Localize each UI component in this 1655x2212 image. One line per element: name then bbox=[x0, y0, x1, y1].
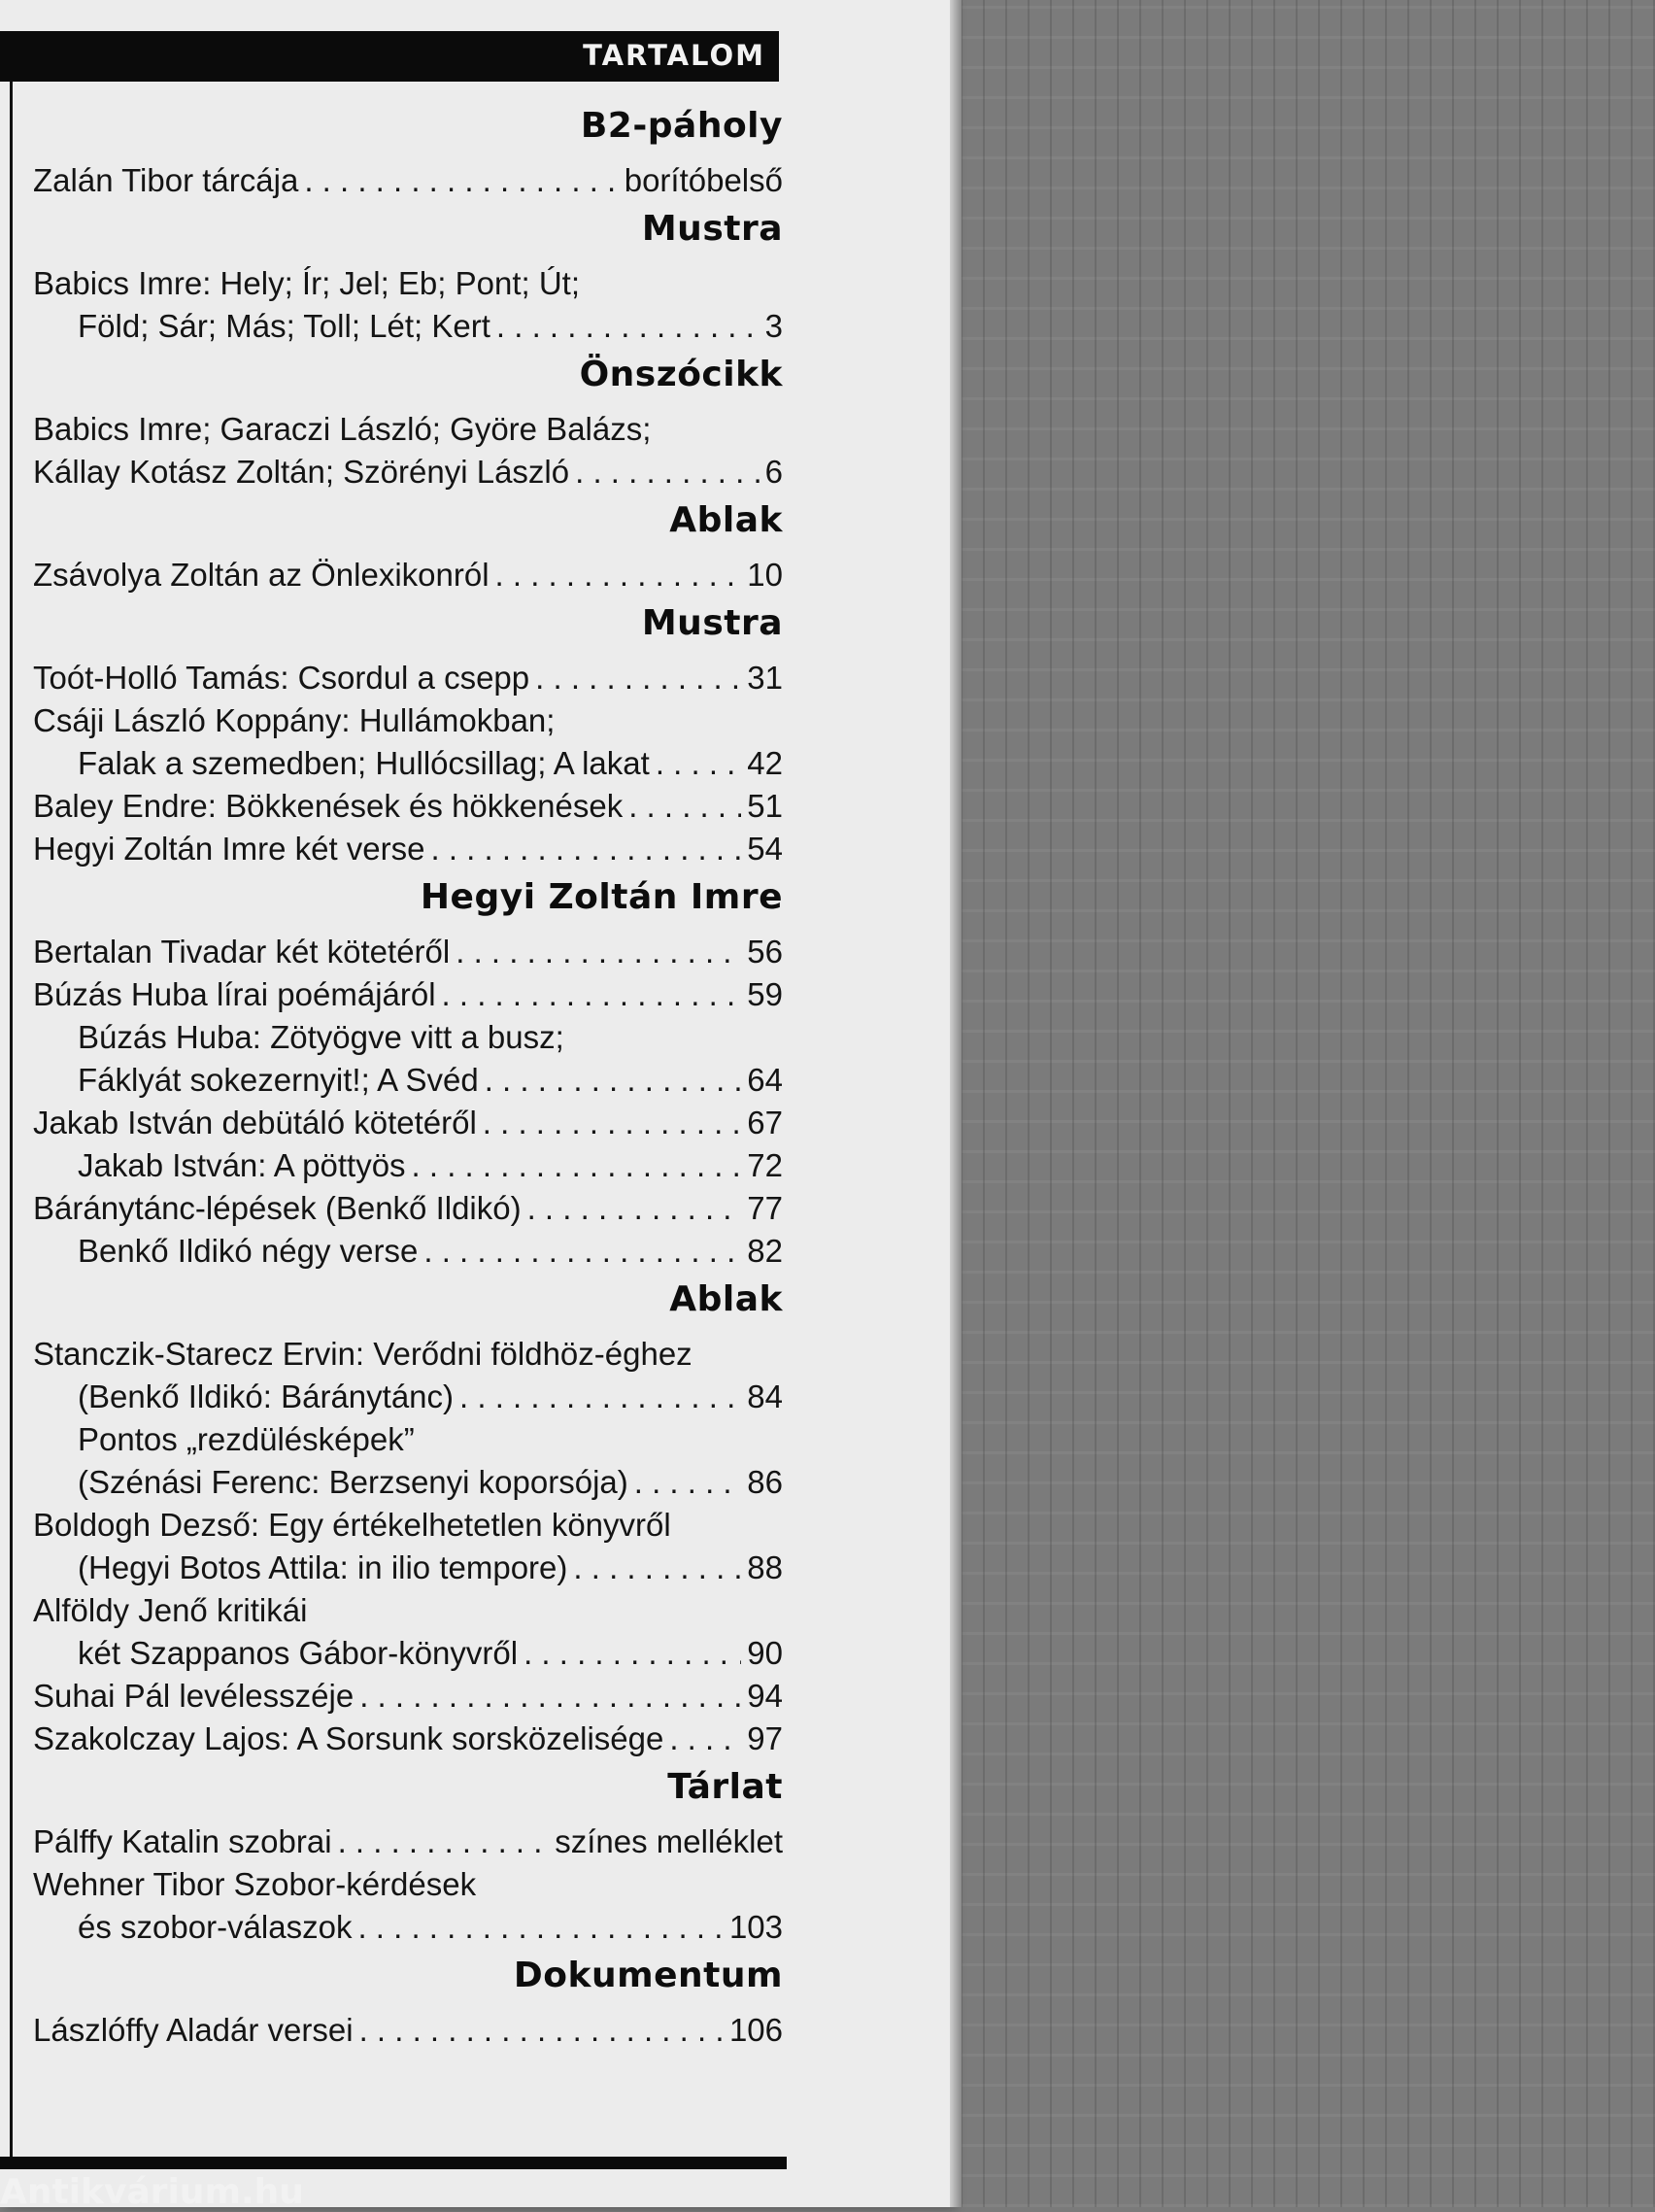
dot-leader bbox=[423, 1230, 741, 1273]
section-title: Tárlat bbox=[667, 1767, 783, 1807]
dot-leader bbox=[656, 742, 741, 785]
section-title: Mustra bbox=[641, 209, 783, 249]
page-number: 3 bbox=[764, 308, 783, 344]
dot-leader bbox=[359, 2009, 724, 2052]
page-number: 6 bbox=[764, 454, 783, 490]
dot-leader bbox=[634, 1461, 742, 1504]
toc-entry bbox=[33, 1059, 783, 1102]
section-title: Hegyi Zoltán Imre bbox=[420, 877, 783, 917]
toc-entry bbox=[33, 931, 783, 973]
toc-entry bbox=[33, 554, 783, 596]
toc-entry bbox=[33, 1632, 783, 1675]
toc-entry bbox=[33, 305, 783, 348]
page-number: 90 bbox=[747, 1635, 783, 1671]
entry-title: Zsávolya Zoltán az Önlexikonról bbox=[33, 557, 490, 593]
dot-leader bbox=[456, 931, 741, 973]
entry-title: (Benkő Ildikó: Báránytánc) bbox=[78, 1378, 455, 1414]
dot-leader bbox=[304, 159, 618, 202]
page-number: 82 bbox=[747, 1233, 783, 1269]
page-number: 77 bbox=[747, 1190, 783, 1226]
page-number: 64 bbox=[747, 1062, 783, 1098]
entry-title: (Szénási Ferenc: Berzsenyi koporsója) bbox=[78, 1464, 628, 1500]
toc-entry bbox=[33, 973, 783, 1016]
toc-entry bbox=[33, 1102, 783, 1144]
dot-leader bbox=[442, 973, 742, 1016]
section-title: Ablak bbox=[669, 1279, 783, 1319]
page-number: 54 bbox=[747, 831, 783, 867]
entry-title: Zalán Tibor tárcája bbox=[33, 162, 299, 198]
entry-title: Kállay Kotász Zoltán; Szörényi László bbox=[33, 454, 570, 490]
entry-title: Fáklyát sokezernyit!; A Svéd bbox=[78, 1062, 479, 1098]
toc-line: Babics Imre: Hely; Ír; Jel; Eb; Pont; Út; bbox=[33, 265, 581, 301]
page-number: 56 bbox=[747, 934, 783, 970]
bottom-rule bbox=[0, 2157, 787, 2169]
dot-leader bbox=[496, 305, 760, 348]
entry-title: Hegyi Zoltán Imre két verse bbox=[33, 831, 425, 867]
dot-leader bbox=[338, 1821, 550, 1863]
entry-title: (Hegyi Botos Attila: in ilio tempore) bbox=[78, 1549, 568, 1585]
section-title: B2-páholy bbox=[580, 106, 783, 146]
entry-title: Szakolczay Lajos: A Sorsunk sorsközelisége bbox=[33, 1720, 664, 1756]
toc-entry bbox=[33, 1144, 783, 1187]
toc-entry bbox=[33, 785, 783, 828]
toc-line: Csáji László Koppány: Hullámokban; bbox=[33, 702, 556, 738]
page-number: 59 bbox=[747, 976, 783, 1012]
toc-entry bbox=[33, 1547, 783, 1589]
page-number: 88 bbox=[747, 1549, 783, 1585]
toc-line: Babics Imre; Garaczi László; Györe Balázs; bbox=[33, 411, 652, 447]
entry-title: Benkő Ildikó négy verse bbox=[78, 1233, 419, 1269]
dot-leader bbox=[527, 1187, 742, 1230]
toc-line: Alföldy Jenő kritikái bbox=[33, 1592, 308, 1628]
dot-leader bbox=[483, 1102, 741, 1144]
toc-entry bbox=[33, 1718, 783, 1760]
toc-entry bbox=[33, 1675, 783, 1718]
page-number: 42 bbox=[747, 745, 783, 781]
dot-leader bbox=[495, 554, 742, 596]
page-number: 94 bbox=[747, 1678, 783, 1714]
page-number: 67 bbox=[747, 1105, 783, 1140]
page-number: 10 bbox=[747, 557, 783, 593]
dot-leader bbox=[628, 785, 741, 828]
toc-line: Stanczik-Starecz Ervin: Verődni földhöz-éghez bbox=[33, 1336, 692, 1372]
entry-title: Lászlóffy Aladár versei bbox=[33, 2012, 354, 2048]
entry-title: Pálffy Katalin szobrai bbox=[33, 1823, 332, 1859]
entry-title: és szobor-válaszok bbox=[78, 1909, 353, 1945]
entry-title: Bertalan Tivadar két kötetéről bbox=[33, 934, 451, 970]
entry-title: Falak a szemedben; Hullócsillag; A lakat bbox=[78, 745, 650, 781]
page-number: borítóbelső bbox=[624, 162, 783, 198]
entry-title: Föld; Sár; Más; Toll; Lét; Kert bbox=[78, 308, 490, 344]
page-number: 97 bbox=[747, 1720, 783, 1756]
header-title: TARTALOM bbox=[583, 39, 765, 72]
toc-entry bbox=[33, 2009, 783, 2052]
dot-leader bbox=[485, 1059, 742, 1102]
page-number: 86 bbox=[747, 1464, 783, 1500]
dot-leader bbox=[412, 1144, 742, 1187]
page-number: 31 bbox=[747, 660, 783, 696]
toc-entry bbox=[33, 1821, 783, 1863]
dot-leader bbox=[524, 1632, 741, 1675]
toc-entry bbox=[33, 1230, 783, 1273]
toc-entry bbox=[33, 1461, 783, 1504]
page-number: 84 bbox=[747, 1378, 783, 1414]
toc-entry bbox=[33, 159, 783, 202]
section-title: Mustra bbox=[641, 603, 783, 643]
table-of-contents bbox=[33, 99, 783, 2052]
entry-title: Jakab István debütáló kötetéről bbox=[33, 1105, 477, 1140]
dot-leader bbox=[359, 1675, 741, 1718]
section-title: Önszócikk bbox=[579, 355, 783, 394]
dot-leader bbox=[535, 657, 741, 699]
dot-leader bbox=[669, 1718, 741, 1760]
entry-title: Baley Endre: Bökkenések és hökkenések bbox=[33, 788, 624, 824]
dot-leader bbox=[357, 1906, 723, 1949]
toc-line: Wehner Tibor Szobor-kérdések bbox=[33, 1866, 477, 1902]
page-number: 106 bbox=[728, 2012, 783, 2048]
entry-title: Jakab István: A pöttyös bbox=[78, 1147, 406, 1183]
toc-entry bbox=[33, 1906, 783, 1949]
dot-leader bbox=[575, 451, 760, 493]
toc-line: Boldogh Dezső: Egy értékelhetetlen könyvről bbox=[33, 1507, 671, 1543]
entry-title: Báránytánc-lépések (Benkő Ildikó) bbox=[33, 1190, 522, 1226]
entry-title: Búzás Huba lírai poémájáról bbox=[33, 976, 436, 1012]
section-title: Ablak bbox=[669, 500, 783, 540]
dot-leader bbox=[459, 1376, 741, 1418]
page-number: 51 bbox=[747, 788, 783, 824]
watermark: Antikvárium.hu bbox=[0, 2172, 304, 2212]
toc-entry bbox=[33, 828, 783, 870]
dot-leader bbox=[430, 828, 741, 870]
page-number: 72 bbox=[747, 1147, 783, 1183]
page-edge-shadow bbox=[950, 0, 962, 2207]
toc-entry bbox=[33, 657, 783, 699]
toc-line: Búzás Huba: Zötyögve vitt a busz; bbox=[78, 1019, 564, 1055]
entry-title: Toót-Holló Tamás: Csordul a csepp bbox=[33, 660, 530, 696]
page-number: 103 bbox=[728, 1909, 783, 1945]
toc-line: Pontos „rezdülésképek” bbox=[78, 1421, 415, 1457]
toc-entry bbox=[33, 742, 783, 785]
dot-leader bbox=[573, 1547, 741, 1589]
toc-entry bbox=[33, 1376, 783, 1418]
toc-entry bbox=[33, 451, 783, 493]
page-number: színes melléklet bbox=[555, 1823, 783, 1859]
toc-entry bbox=[33, 1187, 783, 1230]
header-bar bbox=[0, 31, 779, 82]
entry-title: két Szappanos Gábor-könyvről bbox=[78, 1635, 519, 1671]
entry-title: Suhai Pál levélesszéje bbox=[33, 1678, 355, 1714]
section-title: Dokumentum bbox=[513, 1956, 783, 1995]
left-rule bbox=[10, 82, 13, 2157]
